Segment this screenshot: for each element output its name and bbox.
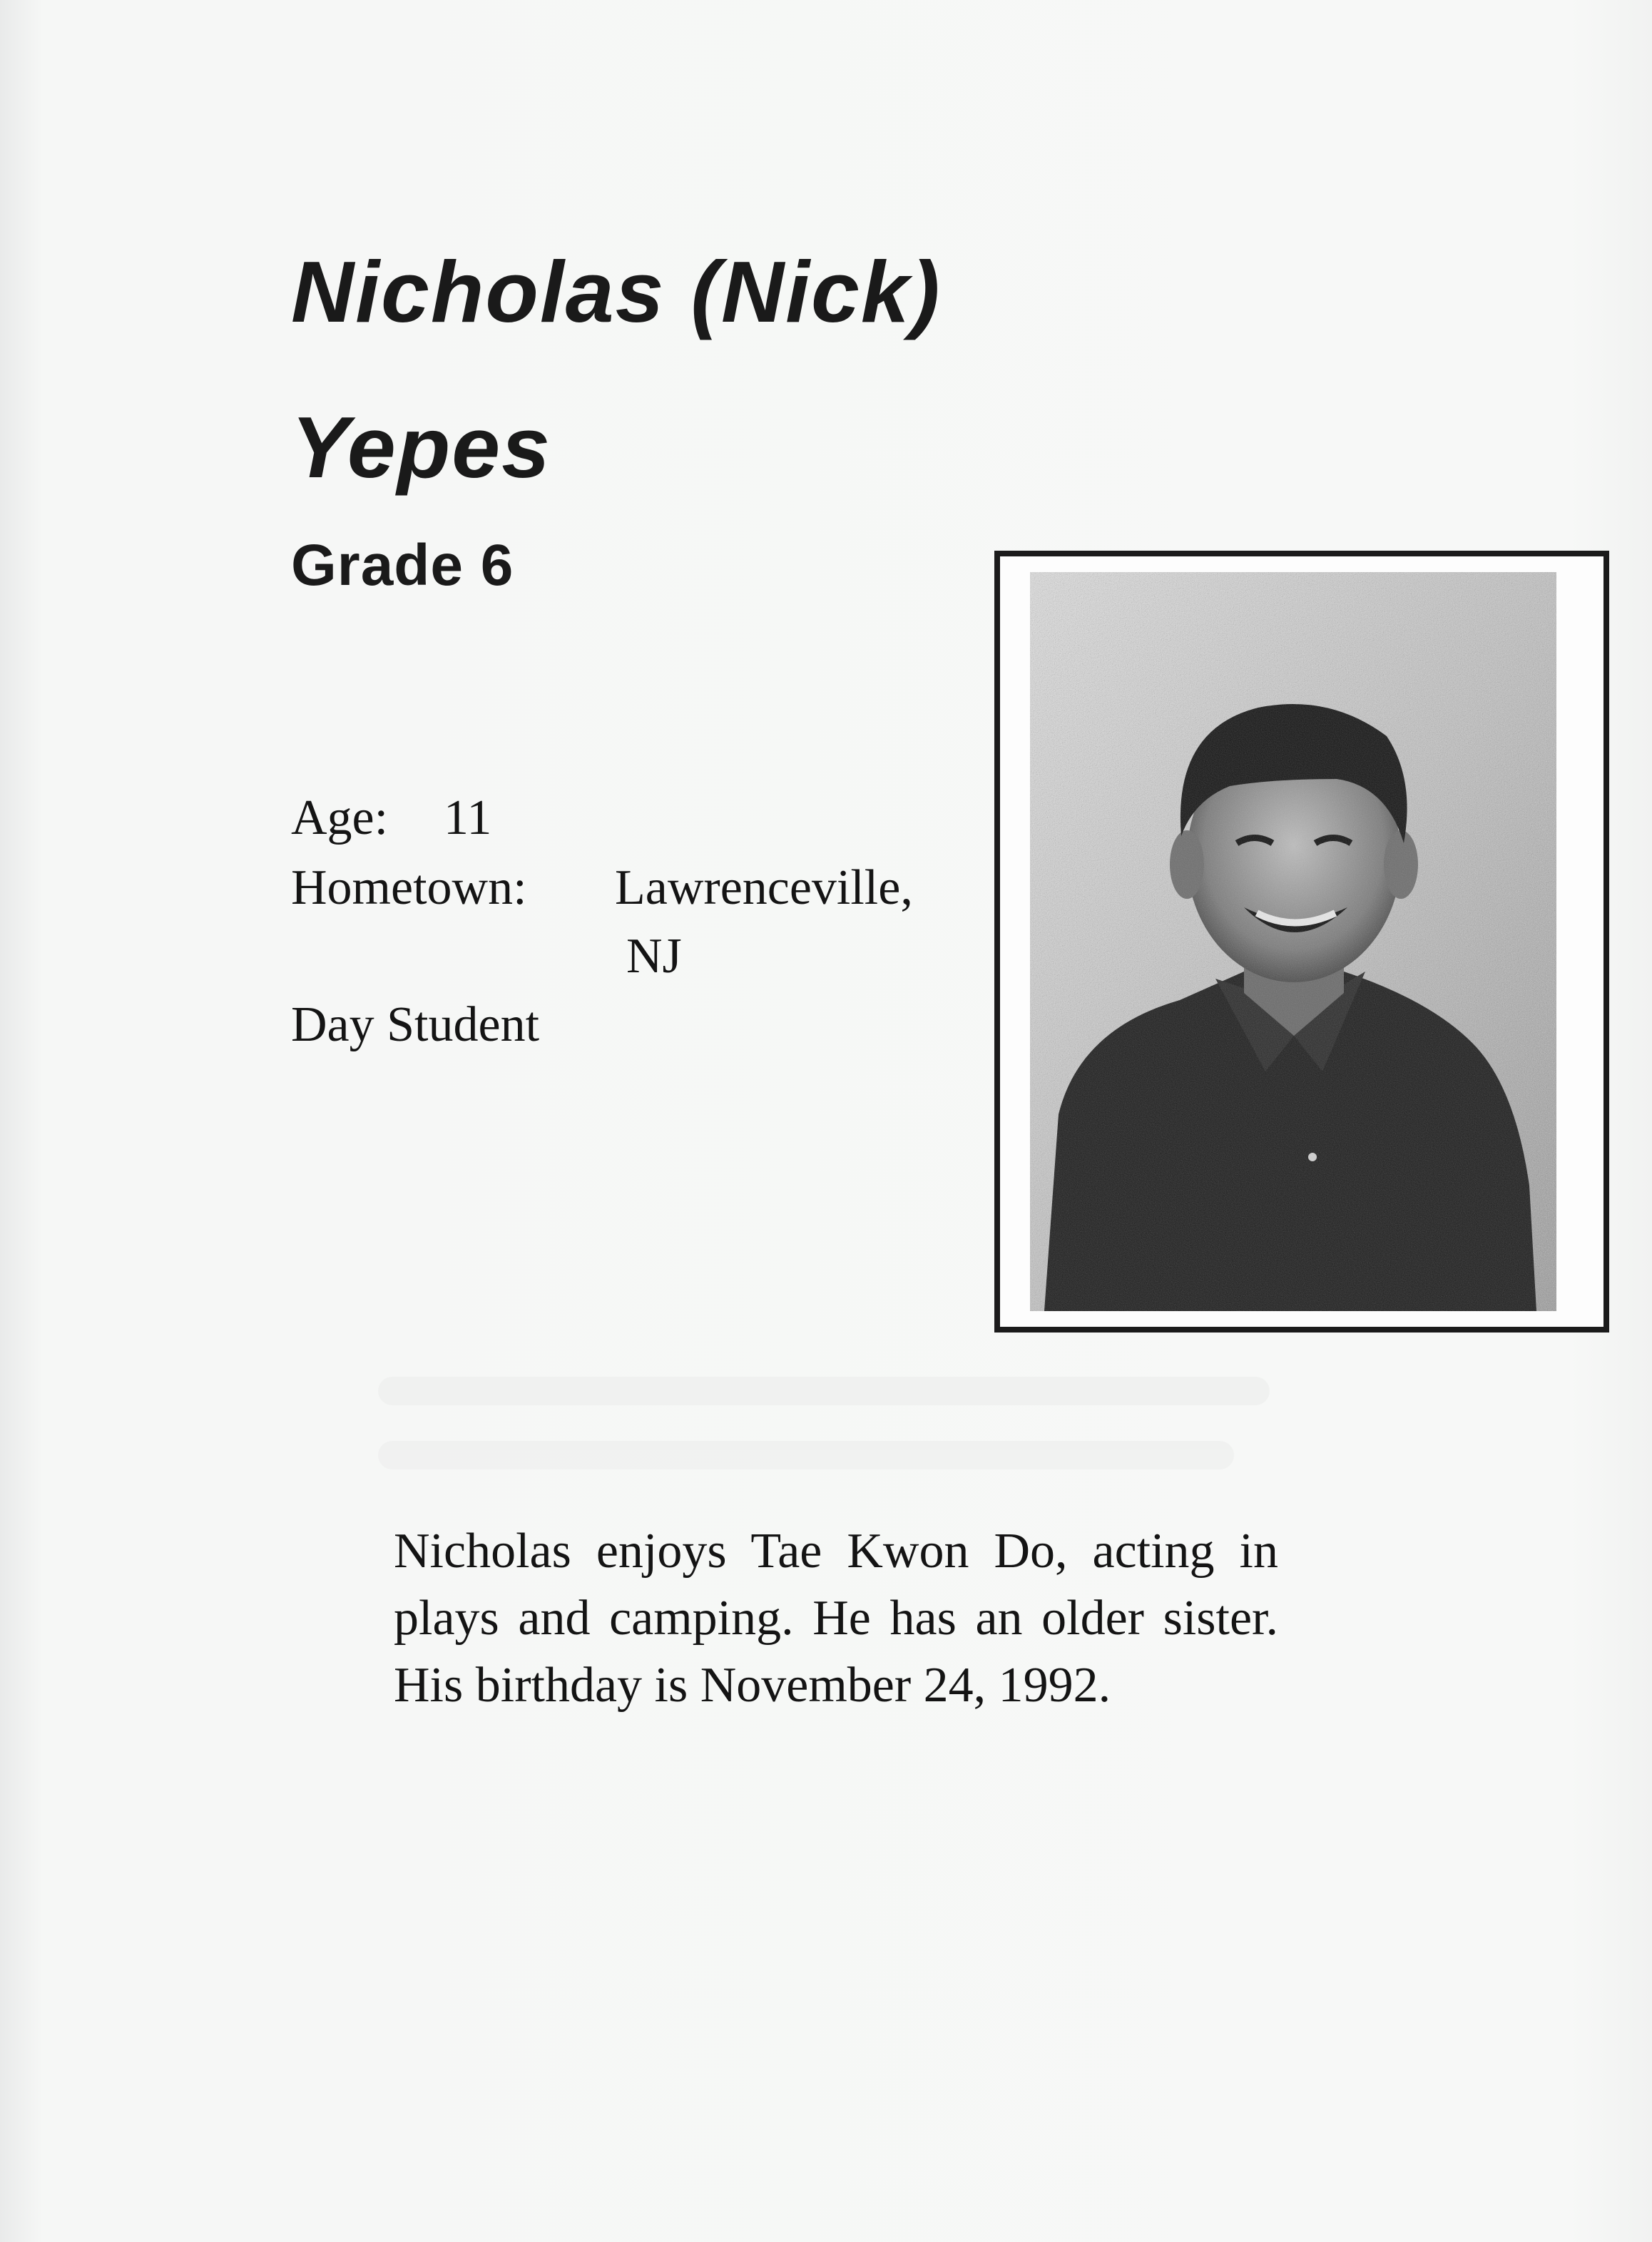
biography-paragraph: Nicholas enjoys Tae Kwon Do, acting in plays and camping. He has an older sister. His birthday is November 24, 1992.: [394, 1524, 1278, 1713]
student-name-first: Nicholas (Nick): [291, 243, 942, 340]
student-type: Day Student: [291, 997, 540, 1052]
student-photo: [994, 551, 1609, 1333]
grade-heading: Grade 6: [291, 533, 514, 598]
age-value: 11: [444, 790, 492, 845]
hometown-city: Lawrenceville,: [615, 860, 913, 915]
student-portrait-image: [1030, 572, 1556, 1311]
hometown-label: Hometown:: [291, 860, 527, 915]
hometown-state: NJ: [626, 929, 682, 984]
student-name-last: Yepes: [291, 399, 551, 496]
age-label: Age:: [291, 790, 389, 845]
